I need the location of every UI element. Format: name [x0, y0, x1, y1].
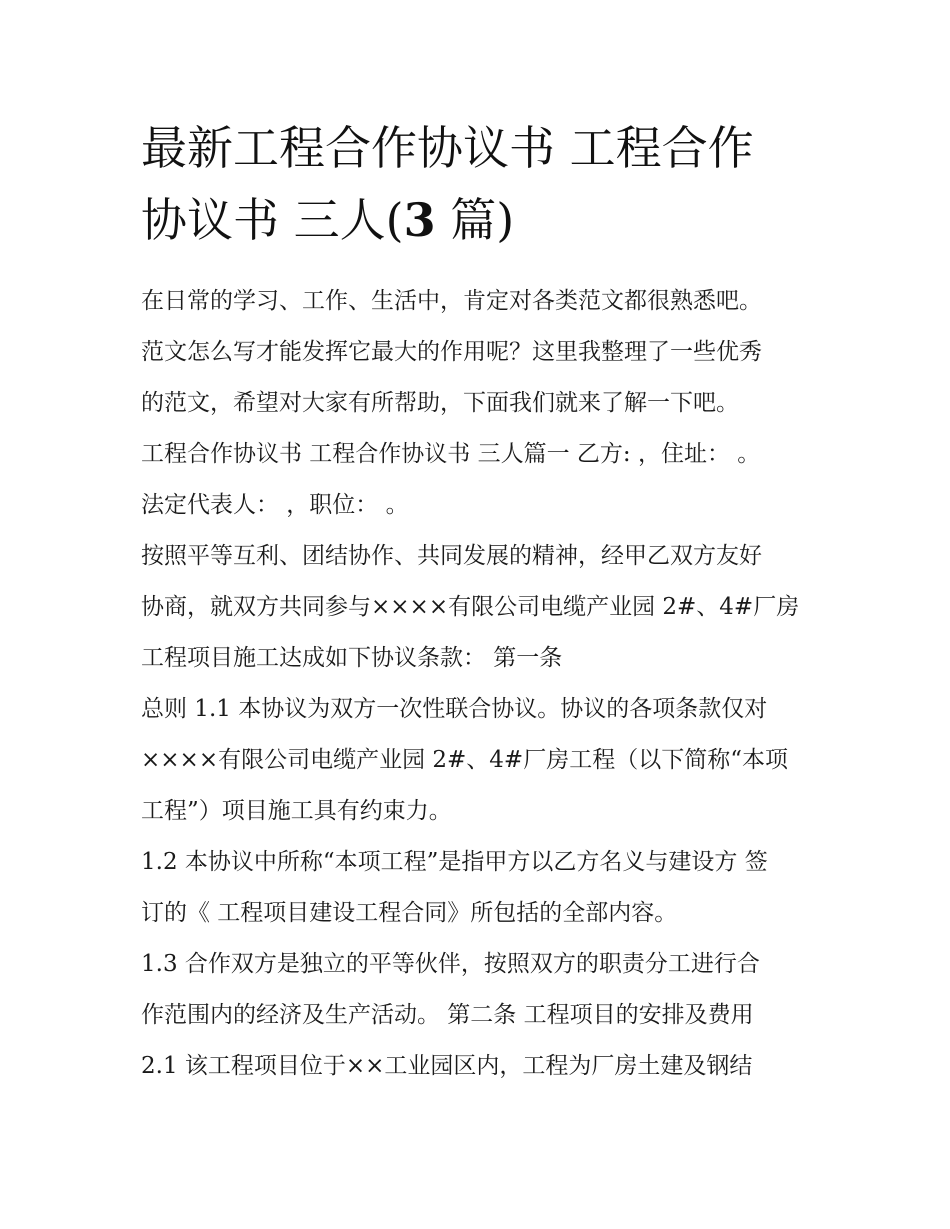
body-line: 1.2 本协议中所称“本项工程”是指甲方以乙方名义与建设方 签 [141, 849, 768, 875]
body-line: 法定代表人： ，职位： 。 [141, 492, 409, 518]
body-line: 工程合作协议书 工程合作协议书 三人篇一 乙方: ，住址： 。 [141, 441, 761, 467]
document-title [141, 112, 821, 256]
body-line: 工程项目施工达成如下协议条款： 第一条 [141, 645, 563, 671]
body-line: 范文怎么写才能发挥它最大的作用呢？这里我整理了一些优秀 [141, 339, 762, 365]
title-line: 最新工程合作协议书 工程合作 [141, 121, 754, 175]
body-line: 总则 1.1 本协议为双方一次性联合协议。协议的各项条款仅对 [141, 696, 768, 722]
body-line: 的范文，希望对大家有所帮助，下面我们就来了解一下吧。 [141, 390, 739, 416]
body-line: ××××有限公司电缆产业园 2#、4#厂房工程（以下简称“本项 [141, 747, 788, 773]
body-line: 订的《 工程项目建设工程合同》所包括的全部内容。 [141, 900, 678, 926]
body-line: 作范围内的经济及生产活动。 第二条 工程项目的安排及费用 [141, 1002, 754, 1028]
body-line: 协商，就双方共同参与××××有限公司电缆产业园 2#、4#厂房 [141, 594, 800, 620]
document-body [141, 276, 831, 1092]
body-line: 2.1 该工程项目位于××工业园区内，工程为厂房土建及钢结 [141, 1053, 753, 1079]
body-line: 1.3 合作双方是独立的平等伙伴，按照双方的职责分工进行合 [141, 951, 760, 977]
body-line: 按照平等互利、团结协作、共同发展的精神，经甲乙双方友好 [141, 543, 762, 569]
body-line: 在日常的学习、工作、生活中，肯定对各类范文都很熟悉吧。 [141, 288, 762, 314]
body-line: 工程”）项目施工具有约束力。 [141, 798, 452, 824]
title-line: 协议书 三人(3 篇) [141, 193, 515, 247]
